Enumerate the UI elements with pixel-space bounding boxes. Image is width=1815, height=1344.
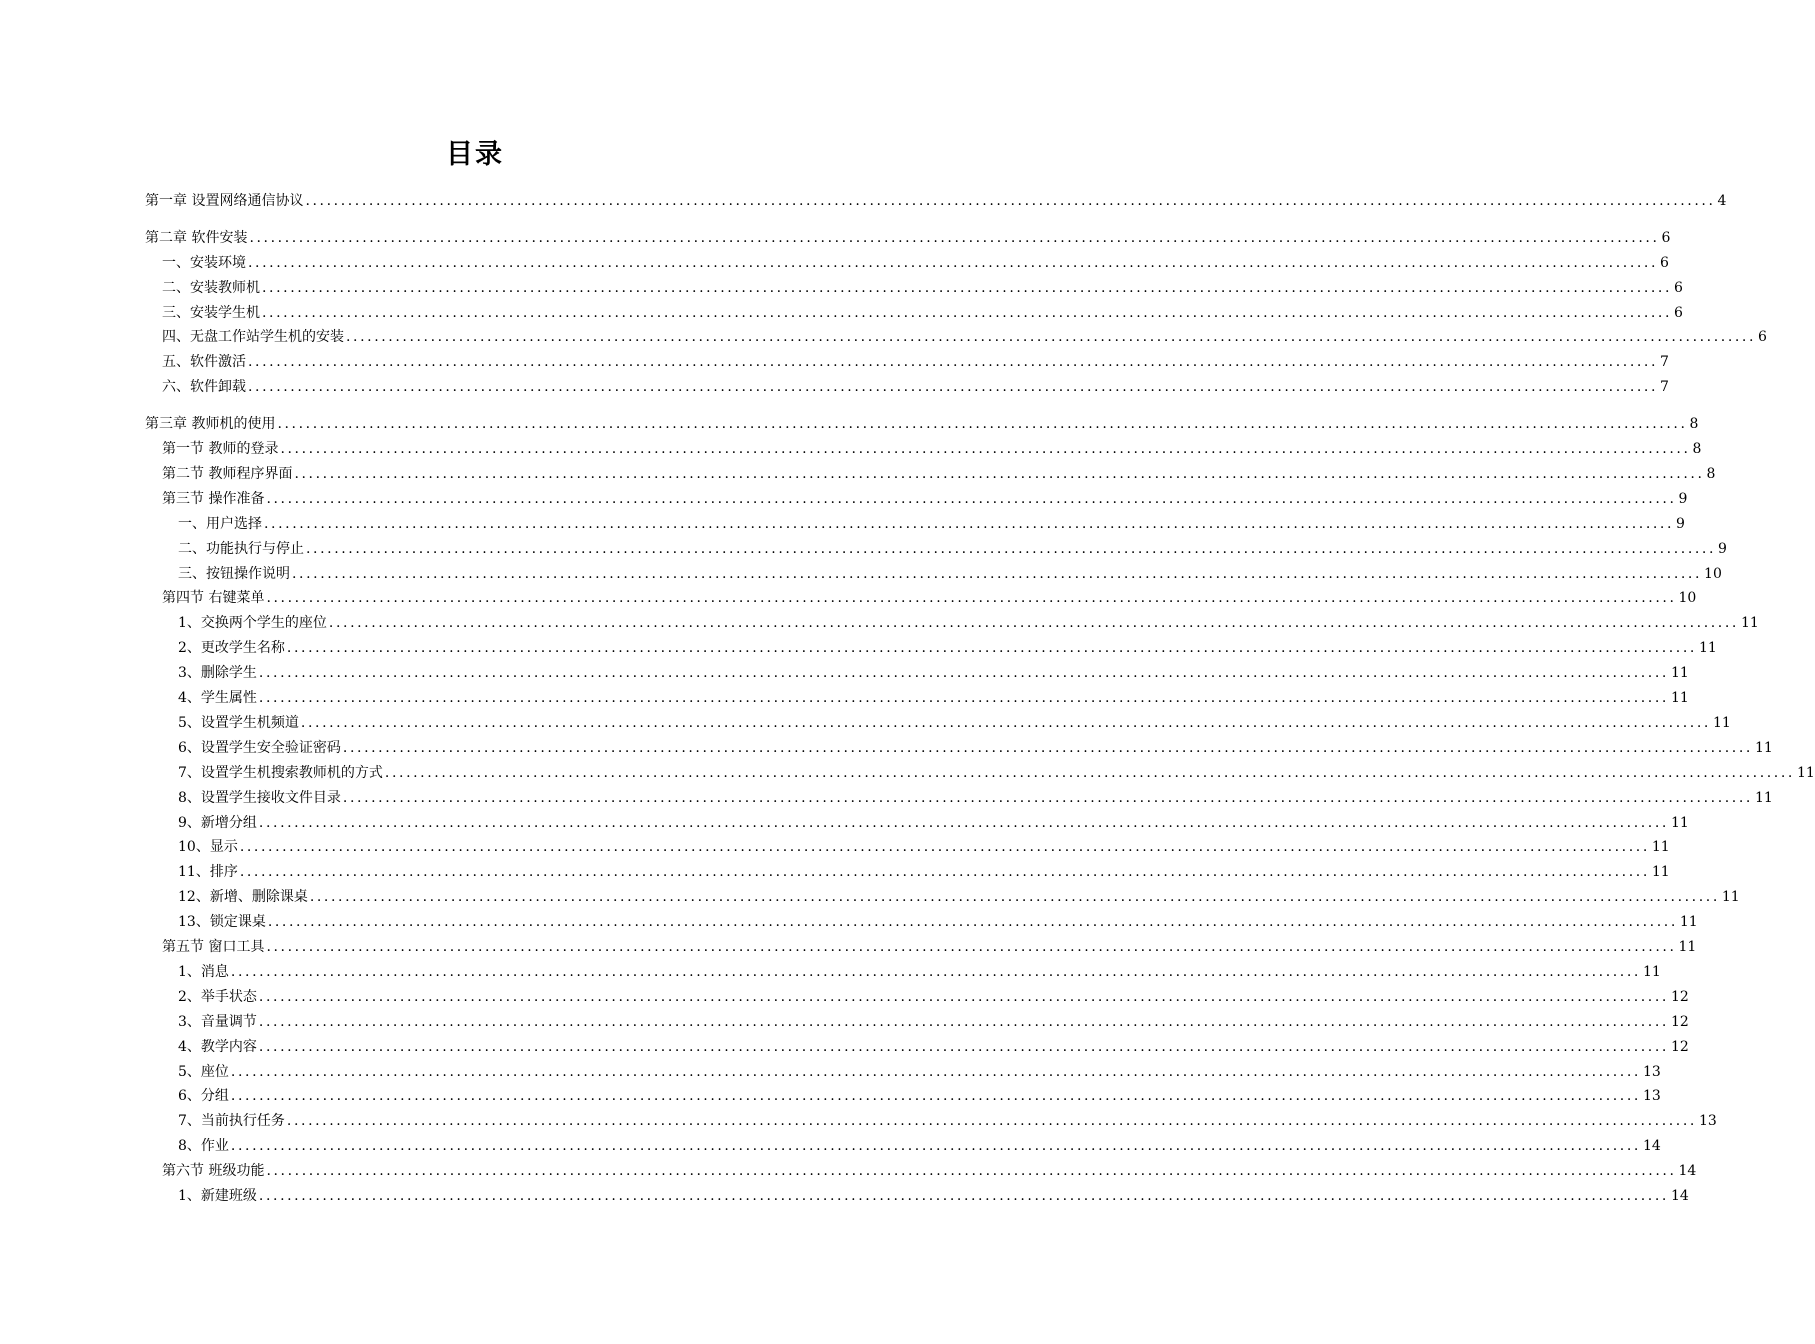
toc-page-number: 9 (1676, 516, 1685, 532)
toc-page-number: 9 (1678, 491, 1688, 507)
toc-dot-leader: ........................................................................................................................................................................................................ (292, 566, 1703, 582)
toc-entry-title: 第三节 操作准备 (162, 491, 265, 507)
toc-entry[interactable] (178, 1136, 1661, 1156)
toc-entry[interactable] (178, 837, 1670, 857)
toc-dot-leader: ........................................................................................................................................................................................................ (300, 715, 1711, 731)
toc-entry[interactable] (162, 303, 1683, 323)
toc-entry[interactable] (178, 987, 1689, 1007)
toc-entry-title: 第二节 教师程序界面 (162, 466, 293, 482)
toc-page-number: 11 (1712, 715, 1731, 731)
toc-dot-leader: ........................................................................................................................................................................................................ (264, 516, 1675, 532)
toc-entry-title: 1、消息 (178, 964, 229, 980)
toc-entry-title: 7、设置学生机搜索教师机的方式 (178, 765, 383, 781)
toc-entry-title: 五、软件激活 (162, 354, 246, 370)
toc-dot-leader: ........................................................................................................................................................................................................ (262, 280, 1673, 296)
toc-dot-leader: ........................................................................................................................................................................................................ (305, 193, 1716, 209)
toc-page-number: 6 (1674, 305, 1683, 321)
toc-dot-leader: ........................................................................................................................................................................................................ (286, 1113, 1697, 1129)
toc-entry[interactable] (145, 191, 1727, 211)
toc-entry[interactable] (162, 327, 1767, 347)
toc-dot-leader: ........................................................................................................................................................................................................ (266, 491, 1677, 507)
toc-page-number: 6 (1660, 255, 1669, 271)
toc-dot-leader: ........................................................................................................................................................................................................ (267, 914, 1678, 930)
toc-entry[interactable] (178, 912, 1698, 932)
toc-dot-leader: ........................................................................................................................................................................................................ (258, 1188, 1669, 1204)
toc-entry-title: 四、无盘工作站学生机的安装 (162, 329, 344, 345)
toc-dot-leader: ........................................................................................................................................................................................................ (328, 615, 1739, 631)
toc-entry[interactable] (145, 228, 1671, 248)
toc-entry-title: 第三章 教师机的使用 (145, 416, 276, 432)
toc-dot-leader: ........................................................................................................................................................................................................ (277, 416, 1688, 432)
toc-page-number: 11 (1670, 815, 1689, 831)
toc-dot-leader: ........................................................................................................................................................................................................ (294, 466, 1705, 482)
toc-entry[interactable] (162, 937, 1697, 957)
toc-dot-leader: ........................................................................................................................................................................................................ (266, 590, 1677, 606)
toc-entry[interactable] (178, 962, 1661, 982)
toc-entry[interactable] (178, 763, 1815, 783)
toc-page-number: 11 (1721, 889, 1740, 905)
toc-entry[interactable] (178, 1012, 1689, 1032)
toc-entry-title: 一、安装环境 (162, 255, 246, 271)
toc-entry[interactable] (178, 1062, 1661, 1082)
toc-page-number: 11 (1740, 615, 1759, 631)
toc-entry-title: 六、软件卸载 (162, 379, 246, 395)
toc-page-number: 7 (1660, 379, 1669, 395)
toc-page-number: 11 (1754, 740, 1773, 756)
toc-page-number: 11 (1642, 964, 1661, 980)
toc-entry[interactable] (162, 464, 1716, 484)
toc-dot-leader: ........................................................................................................................................................................................................ (266, 939, 1677, 955)
toc-dot-leader: ........................................................................................................................................................................................................ (258, 989, 1669, 1005)
toc-dot-leader: ........................................................................................................................................................................................................ (230, 1064, 1641, 1080)
toc-entry[interactable] (162, 352, 1669, 372)
toc-page-number: 14 (1670, 1188, 1689, 1204)
toc-entry-title: 6、设置学生安全验证密码 (178, 740, 341, 756)
toc-entry-title: 3、删除学生 (178, 665, 257, 681)
toc-page-number: 11 (1651, 839, 1670, 855)
toc-entry-title: 1、交换两个学生的座位 (178, 615, 327, 631)
toc-entry-title: 8、设置学生接收文件目录 (178, 790, 341, 806)
toc-entry[interactable] (162, 588, 1697, 608)
toc-entry[interactable] (178, 1086, 1661, 1106)
toc-page-number: 6 (1661, 230, 1671, 246)
toc-dot-leader: ........................................................................................................................................................................................................ (262, 305, 1673, 321)
toc-entry-title: 1、新建班级 (178, 1188, 257, 1204)
toc-entry[interactable] (178, 788, 1773, 808)
toc-entry[interactable] (162, 1161, 1697, 1181)
toc-entry[interactable] (178, 514, 1685, 534)
toc-page-number: 12 (1670, 1039, 1689, 1055)
toc-dot-leader: ........................................................................................................................................................................................................ (230, 1088, 1641, 1104)
toc-page-number: 14 (1642, 1138, 1661, 1154)
toc-entry-title: 3、音量调节 (178, 1014, 257, 1030)
toc-entry-title: 13、锁定课桌 (178, 914, 266, 930)
toc-entry[interactable] (178, 539, 1727, 559)
page-title: 目录 (446, 139, 504, 170)
toc-dot-leader: ........................................................................................................................................................................................................ (258, 665, 1669, 681)
toc-page-number: 11 (1670, 690, 1689, 706)
toc-entry-title: 4、学生属性 (178, 690, 257, 706)
toc-entry-title: 第四节 右键菜单 (162, 590, 265, 606)
toc-dot-leader: ........................................................................................................................................................................................................ (248, 255, 1659, 271)
toc-entry[interactable] (145, 414, 1699, 434)
toc-dot-leader: ........................................................................................................................................................................................................ (258, 815, 1669, 831)
toc-entry[interactable] (162, 377, 1669, 397)
toc-entry[interactable] (178, 1111, 1717, 1131)
toc-page-number: 11 (1679, 914, 1698, 930)
toc-dot-leader: ........................................................................................................................................................................................................ (230, 964, 1641, 980)
toc-entry-title: 6、分组 (178, 1088, 229, 1104)
toc-entry-title: 三、按钮操作说明 (178, 566, 290, 582)
toc-entry-title: 第一章 设置网络通信协议 (145, 193, 304, 209)
toc-entry-title: 4、教学内容 (178, 1039, 257, 1055)
toc-entry[interactable] (162, 439, 1702, 459)
toc-entry[interactable] (178, 713, 1731, 733)
toc-entry-title: 12、新增、删除课桌 (178, 889, 308, 905)
toc-entry-title: 8、作业 (178, 1138, 229, 1154)
toc-entry[interactable] (178, 663, 1689, 683)
toc-page-number: 11 (1670, 665, 1689, 681)
toc-dot-leader: ........................................................................................................................................................................................................ (258, 690, 1669, 706)
toc-entry-title: 第二章 软件安装 (145, 230, 248, 246)
toc-page-number: 13 (1642, 1088, 1661, 1104)
toc-dot-leader: ........................................................................................................................................................................................................ (346, 329, 1757, 345)
toc-dot-leader: ........................................................................................................................................................................................................ (239, 839, 1650, 855)
toc-entry-title: 一、用户选择 (178, 516, 262, 532)
toc-entry[interactable] (162, 489, 1688, 509)
toc-entry[interactable] (178, 613, 1759, 633)
toc-entry-title: 三、安装学生机 (162, 305, 260, 321)
toc-entry-title: 第六节 班级功能 (162, 1163, 265, 1179)
toc-page-number: 8 (1692, 441, 1702, 457)
toc-entry[interactable] (178, 1186, 1689, 1206)
toc-page-number: 11 (1796, 765, 1815, 781)
toc-dot-leader: ........................................................................................................................................................................................................ (258, 1014, 1669, 1030)
toc-dot-leader: ........................................................................................................................................................................................................ (286, 640, 1697, 656)
toc-page-number: 13 (1698, 1113, 1717, 1129)
toc-entry-title: 11、排序 (178, 864, 238, 880)
toc-page-number: 4 (1717, 193, 1727, 209)
toc-page-number: 11 (1678, 939, 1697, 955)
toc-entry[interactable] (178, 638, 1717, 658)
toc-entry[interactable] (178, 564, 1722, 584)
toc-dot-leader: ........................................................................................................................................................................................................ (280, 441, 1691, 457)
toc-dot-leader: ........................................................................................................................................................................................................ (230, 1138, 1641, 1154)
toc-entry[interactable] (162, 278, 1683, 298)
toc-dot-leader: ........................................................................................................................................................................................................ (266, 1163, 1677, 1179)
toc-dot-leader: ........................................................................................................................................................................................................ (306, 541, 1717, 557)
toc-dot-leader: ........................................................................................................................................................................................................ (384, 765, 1795, 781)
toc-entry-title: 二、安装教师机 (162, 280, 260, 296)
toc-entry[interactable] (178, 887, 1740, 907)
toc-page-number: 10 (1704, 566, 1722, 582)
toc-page-number: 11 (1754, 790, 1773, 806)
toc-entry[interactable] (178, 862, 1670, 882)
toc-page-number: 6 (1674, 280, 1683, 296)
toc-dot-leader: ........................................................................................................................................................................................................ (249, 230, 1660, 246)
toc-page-number: 7 (1660, 354, 1669, 370)
toc-page-number: 14 (1678, 1163, 1697, 1179)
toc-page-number: 10 (1678, 590, 1697, 606)
toc-entry-title: 第一节 教师的登录 (162, 441, 279, 457)
toc-entry[interactable] (178, 688, 1689, 708)
toc-page-number: 12 (1670, 989, 1689, 1005)
toc-entry-title: 2、举手状态 (178, 989, 257, 1005)
toc-entry-title: 10、显示 (178, 839, 238, 855)
toc-entry-title: 2、更改学生名称 (178, 640, 285, 656)
toc-entry-title: 第五节 窗口工具 (162, 939, 265, 955)
toc-entry-title: 9、新增分组 (178, 815, 257, 831)
toc-page-number: 12 (1670, 1014, 1689, 1030)
toc-page-number: 8 (1706, 466, 1716, 482)
toc-entry[interactable] (178, 738, 1773, 758)
toc-page-number: 9 (1718, 541, 1727, 557)
toc-page-number: 13 (1642, 1064, 1661, 1080)
toc-page-number: 11 (1698, 640, 1717, 656)
toc-dot-leader: ........................................................................................................................................................................................................ (342, 740, 1753, 756)
toc-dot-leader: ........................................................................................................................................................................................................ (239, 864, 1650, 880)
toc-entry-title: 二、功能执行与停止 (178, 541, 304, 557)
toc-dot-leader: ........................................................................................................................................................................................................ (309, 889, 1720, 905)
toc-entry-title: 5、座位 (178, 1064, 229, 1080)
toc-dot-leader: ........................................................................................................................................................................................................ (342, 790, 1753, 806)
toc-entry[interactable] (178, 813, 1689, 833)
toc-page-number: 11 (1651, 864, 1670, 880)
toc-dot-leader: ........................................................................................................................................................................................................ (248, 379, 1659, 395)
toc-entry[interactable] (178, 1037, 1689, 1057)
toc-dot-leader: ........................................................................................................................................................................................................ (248, 354, 1659, 370)
toc-entry[interactable] (162, 253, 1669, 273)
toc-page-number: 6 (1758, 329, 1767, 345)
toc-entry-title: 7、当前执行任务 (178, 1113, 285, 1129)
toc-dot-leader: ........................................................................................................................................................................................................ (258, 1039, 1669, 1055)
toc-entry-title: 5、设置学生机频道 (178, 715, 299, 731)
toc-page-number: 8 (1689, 416, 1699, 432)
